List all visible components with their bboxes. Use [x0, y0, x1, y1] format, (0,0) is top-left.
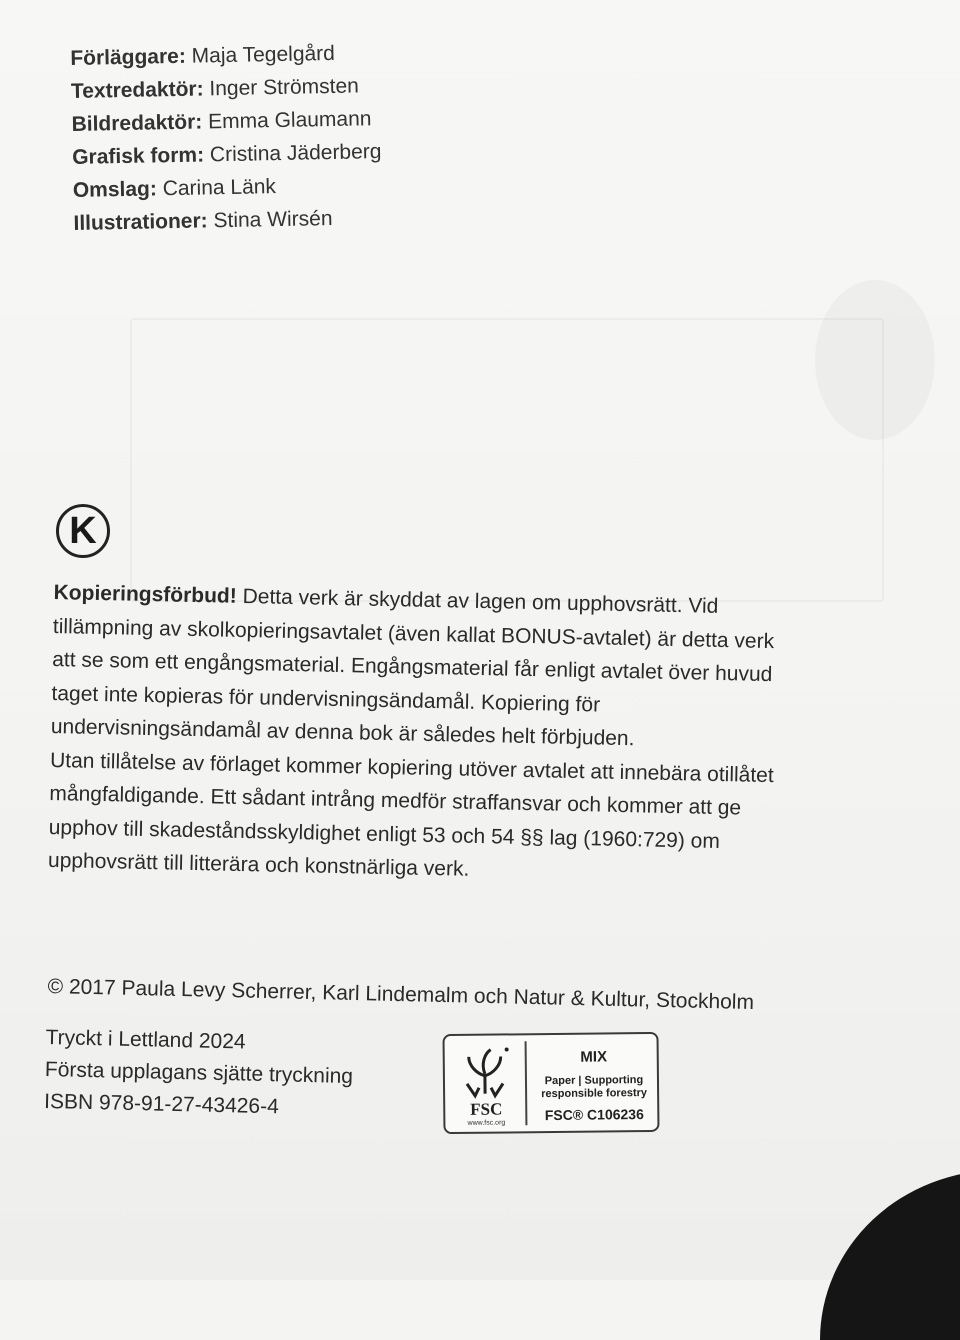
fsc-url: www.fsc.org [467, 1119, 506, 1127]
credit-publisher: Förläggare: Maja Tegelgård [70, 41, 336, 70]
credit-text-editor: Textredaktör: Inger Strömsten [70, 74, 360, 103]
credit-illustrations: Illustrationer: Stina Wirsén [73, 206, 333, 235]
fsc-name: FSC [470, 1099, 503, 1119]
fsc-label [442, 1032, 659, 1134]
credit-picture-editor: Bildredaktör: Emma Glaumann [71, 107, 372, 136]
credit-graphic-design: Grafisk form: Cristina Jäderberg [71, 140, 382, 169]
printed-location: Tryckt i Lettland 2024 [45, 1025, 246, 1054]
fsc-description: Paper | Supporting responsible forestry [541, 1074, 648, 1101]
copyright-line: © 2017 Paula Levy Scherrer, Karl Lindemalm och Natur & Kultur, Stockholm [47, 974, 755, 1015]
print-info [44, 1022, 354, 1125]
fsc-divider [525, 1041, 527, 1125]
notice-paragraph-1: Kopieringsförbud! Detta verk är skyddat av lagen om upphovsrätt. Vid tillämpning av skolkopieringsavtalet (även kallat BONUS-avtalet) är detta verk att se som ett engångsmaterial. Engångsmaterial får enligt avtalet över huvud taget inte kopieras för undervisningsändamål. Kopiering för undervisningsändamål av denna bok är således helt förbjuden. [50, 580, 775, 751]
show-through-box [130, 318, 884, 602]
isbn: ISBN 978-91-27-43426-4 [43, 1089, 280, 1119]
credits-list [70, 36, 383, 240]
credit-cover: Omslag: Carina Länk [72, 175, 277, 202]
fsc-mix: MIX [580, 1048, 608, 1066]
copyright-notice [48, 576, 784, 893]
notice-paragraph-2: Utan tillåtelse av förlaget kommer kopiering utöver avtalet att innebära otillåtet mångfaldigande. Ett sådant intrång medför straffansvar och kommer att ge upphov till skadeståndsskyldighet enligt 53 och 54 §§ lag (1960:729) om upphovsrätt till litterära och konstnärliga verk. [47, 748, 774, 881]
fsc-code: FSC® C106236 [544, 1106, 644, 1124]
copy-prohibited-k-icon: K [56, 504, 110, 558]
show-through-circle [815, 280, 935, 440]
notice-title: Kopieringsförbud! [53, 580, 238, 608]
fsc-tree-icon [455, 1043, 516, 1100]
edition-info: Första upplagans sjätte tryckning [44, 1057, 354, 1088]
page-curl-shadow [820, 1170, 960, 1340]
